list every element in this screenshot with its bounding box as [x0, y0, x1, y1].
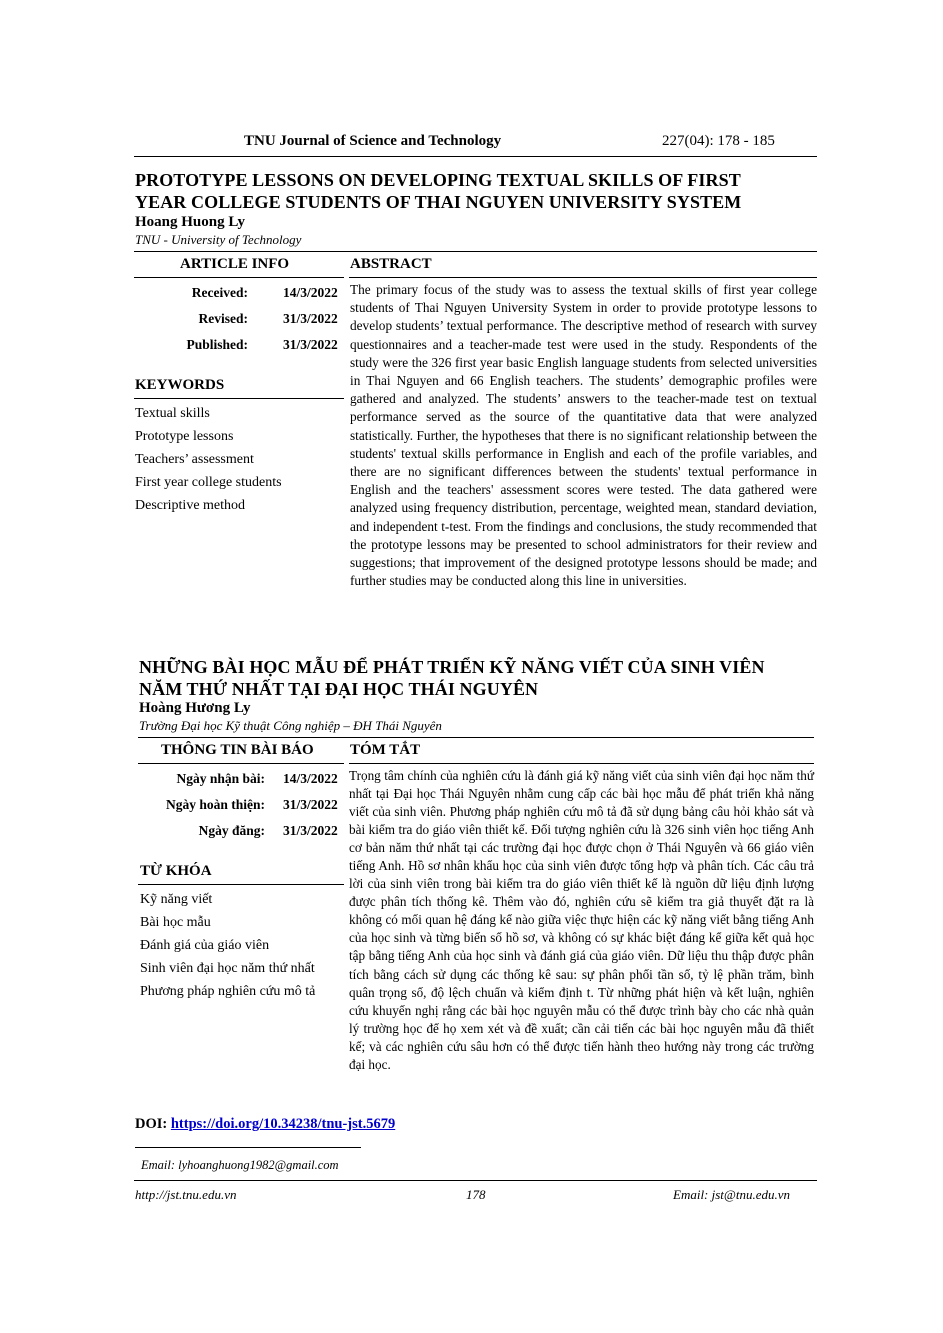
footer-email: Email: jst@tnu.edu.vn: [673, 1187, 791, 1202]
doi-link[interactable]: https://doi.org/10.34238/tnu-jst.5679: [170, 1116, 396, 1132]
doi: [135, 1116, 395, 1133]
english-published-label: Published:: [186, 337, 248, 352]
english-article-info-heading: ARTICLE INFO: [180, 256, 290, 272]
vietnamese-abstract-text: Trọng tâm chính của nghiên cứu là đánh giá kỹ năng viết của sinh viên đại học năm thứ nhất tại Đại học Thái Nguyên nhằm cung cấp các bài học mẫu để phát triển khả năng viết của sinh viên. Phương pháp nghiên cứu mô tả đã sử dụng bảng câu hỏi khảo sát và bài kiểm tra do giáo viên thiết kế. Đối tượng nghiên cứu là 326 sinh viên học tiếng Anh cơ bản năm thứ nhất tại các trường đại học được chọn ở Thái Nguyên và 66 giáo viên tiếng Anh. Hồ sơ nhân khẩu học của sinh viên được tổng hợp và phân tích. Các câu trả lời của sinh viên trong bài kiểm tra do giáo viên thiết kế là nguồn dữ liệu định lượng được phân tích thống kê. Thêm vào đó, nghiên cứu sẽ kiểm tra giả thuyết đặt ra là không có mối quan hệ đáng kể nào giữa việc thực hiện các kỹ năng viết bằng tiếng Anh của học sinh và từng biến số hồ sơ, và không có sự khác biệt đáng kể giữa kết quả học tập bằng tiếng Anh của học sinh và đánh giá của giáo viên. Dữ liệu thu thập được phân tích bằng cách sử dụng các thống kê sau: sự phân phối tần số, tỷ lệ phần trăm, bình quân trọng số, độ lệch chuẩn và kiểm định t. Từ những phát hiện và kết luận, nghiên cứu khuyến nghị rằng các bài học nguyên mẫu có thể được trình bày cho các nhà quản lý trường học để họ xem xét và đề xuất; cần cải tiến các bài học nguyên mẫu đã thiết kế; và các nghiên cứu sâu hơn có thể được tiến hành theo hướng này trong các trường đại học.: [349, 768, 814, 1072]
header-rule: [134, 156, 817, 157]
vietnamese-info-top-rule: [138, 737, 814, 738]
vietnamese-keywords-rule: [138, 884, 344, 885]
footnote-rule: [135, 1147, 361, 1148]
english-keyword-4: First year college students: [135, 475, 282, 490]
english-affiliation: TNU - University of Technology: [135, 232, 302, 247]
english-revised-label: Revised:: [198, 311, 248, 326]
vietnamese-keyword-4: Sinh viên đại học năm thứ nhất: [140, 961, 315, 976]
vietnamese-keyword-5: Phương pháp nghiên cứu mô tả: [140, 984, 316, 999]
vietnamese-published-label: Ngày đăng:: [198, 823, 265, 838]
english-abstract-heading: ABSTRACT: [350, 256, 432, 272]
english-keywords-heading: KEYWORDS: [135, 377, 225, 393]
vietnamese-title-line-1: NHỮNG BÀI HỌC MẪU ĐỂ PHÁT TRIỂN KỸ NĂNG VIẾT CỦA SINH VIÊN: [139, 657, 765, 677]
vietnamese-abstract-rule: [349, 763, 814, 764]
vietnamese-keyword-1: Kỹ năng viết: [140, 892, 213, 907]
vietnamese-keyword-2: Bài học mẫu: [140, 915, 211, 930]
english-title-line-1: PROTOTYPE LESSONS ON DEVELOPING TEXTUAL SKILLS OF FIRST: [135, 170, 741, 190]
english-received-date: 14/3/2022: [283, 285, 338, 300]
vietnamese-keyword-3: Đánh giá của giáo viên: [140, 938, 270, 953]
english-keyword-1: Textual skills: [135, 406, 210, 421]
english-revised-date: 31/3/2022: [283, 311, 338, 326]
vietnamese-title-line-2: NĂM THỨ NHẤT TẠI ĐẠI HỌC THÁI NGUYÊN: [139, 679, 539, 699]
english-abstract-rule: [349, 277, 817, 278]
vietnamese-revised-label: Ngày hoàn thiện:: [165, 797, 265, 812]
vietnamese-published-date: 31/3/2022: [283, 823, 338, 838]
vietnamese-article-info-heading: THÔNG TIN BÀI BÁO: [161, 742, 314, 758]
footnote-email: Email: lyhoanghuong1982@gmail.com: [141, 1158, 339, 1172]
english-keyword-5: Descriptive method: [135, 498, 246, 513]
english-abstract-text: The primary focus of the study was to assess the textual skills of first year college students of Thai Nguyen University System in order to provide prototype lessons to develop students’ textual performance. The descriptive method of research with survey questionnaires and a teacher-made test were used in the study. Respondents of the study were the 326 first year basic English language students from selected universities in Thai Nguyen and 66 English teachers. The students’ demographic profiles were gathered and analyzed. The students’ answers to the teacher-made test on textual performance served as the source of the quantitative data that were analyzed statistically. Further, the hypotheses that there is no significant relationship between the students' textual skills performance in English and each of the profile variables, and there are no significant differences between the students' textual performance in English and the teachers' assessment scores were tested. The data gathered were analyzed using frequency distribution, percentage, weighted mean, standard deviation, and independent t-test. From the findings and conclusions, the study recommended that the prototype lessons may be presented to school administrators for their review and suggestions; that improvement of the designed prototype lessons should be made; and further studies may be conducted along this line in universities.: [350, 282, 817, 589]
english-received-label: Received:: [191, 285, 248, 300]
footer-website[interactable]: http://jst.tnu.edu.vn: [135, 1187, 237, 1202]
english-keyword-2: Prototype lessons: [135, 429, 234, 444]
vietnamese-received-date: 14/3/2022: [283, 771, 338, 786]
vietnamese-author: Hoàng Hương Ly: [139, 700, 251, 716]
vietnamese-abstract-heading: TÓM TẮT: [350, 742, 421, 758]
english-info-top-rule: [134, 251, 817, 252]
english-info-rule: [134, 277, 344, 278]
journal-name: TNU Journal of Science and Technology: [244, 133, 502, 149]
vietnamese-affiliation: Trường Đại học Kỹ thuật Công nghiệp – ĐH Thái Nguyên: [139, 718, 442, 733]
english-author: Hoang Huong Ly: [135, 214, 246, 230]
footer-rule: [134, 1180, 817, 1181]
vietnamese-info-rule: [138, 763, 344, 764]
page-number: 178: [466, 1187, 486, 1202]
doi-label: DOI:: [135, 1116, 168, 1132]
journal-issue: 227(04): 178 - 185: [662, 133, 775, 149]
english-title-line-2: YEAR COLLEGE STUDENTS OF THAI NGUYEN UNIVERSITY SYSTEM: [135, 192, 742, 212]
english-keywords-rule: [134, 398, 344, 399]
english-published-date: 31/3/2022: [283, 337, 338, 352]
english-keyword-3: Teachers’ assessment: [135, 452, 254, 467]
vietnamese-keywords-heading: TỪ KHÓA: [140, 863, 212, 879]
vietnamese-revised-date: 31/3/2022: [283, 797, 338, 812]
vietnamese-received-label: Ngày nhận bài:: [176, 771, 265, 786]
